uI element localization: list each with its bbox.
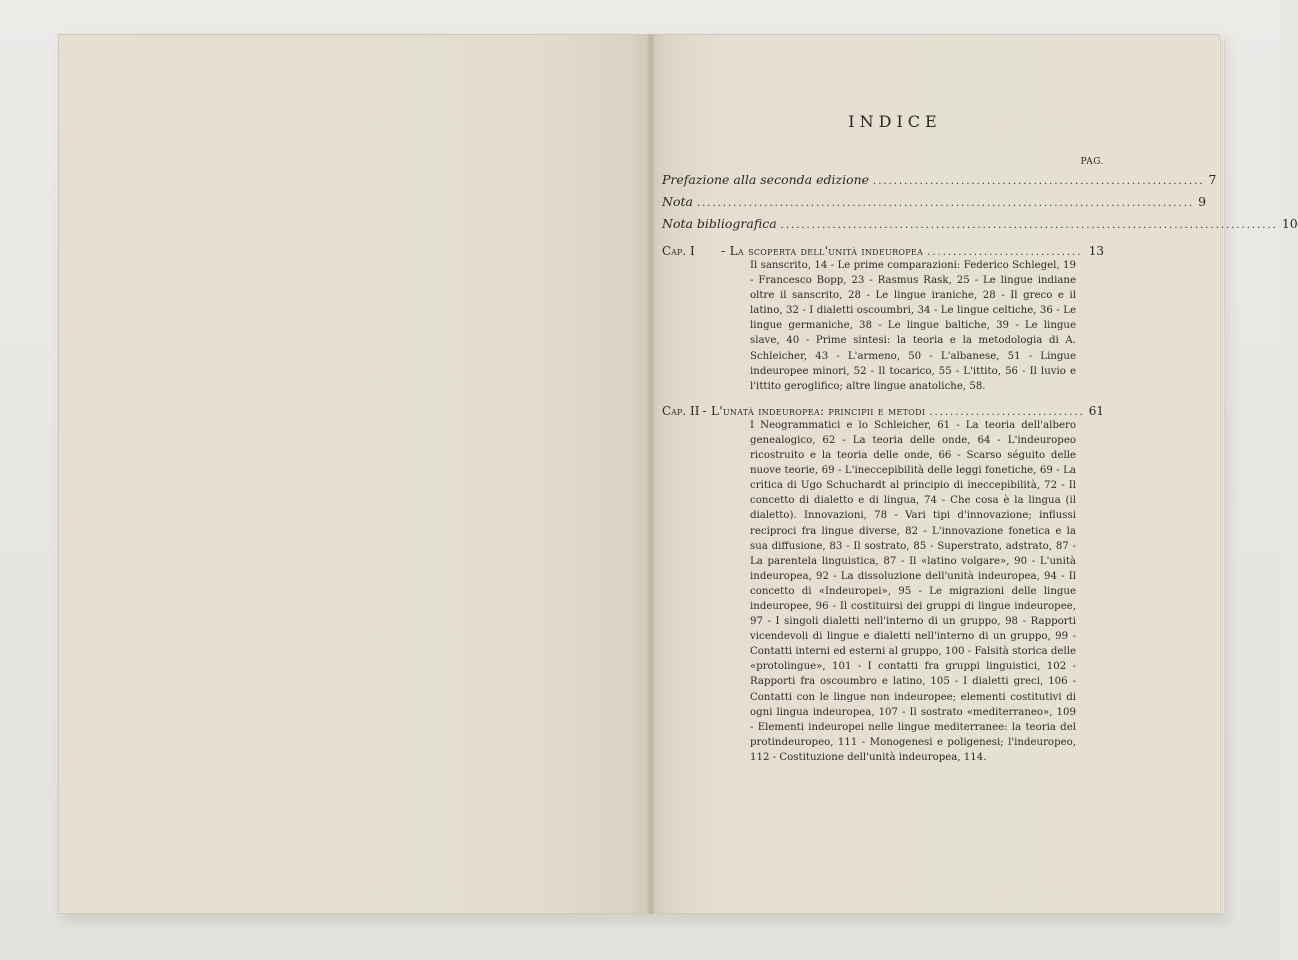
toc-entry-title: Prefazione alla seconda edizione (662, 172, 870, 187)
chapter-page: 61 (1088, 403, 1104, 418)
left-page-blank (58, 34, 650, 914)
table-of-contents (662, 112, 1298, 765)
toc-title: INDICE (848, 112, 942, 131)
chapter-title: - La scoperta dell'unità indeuropea (721, 244, 924, 258)
chapter-title: - L'unatà indeuropea: principii e metodi (702, 403, 926, 418)
toc-entry (662, 216, 1298, 238)
toc-entry-title: Nota (662, 194, 693, 209)
chapter-heading (662, 404, 1104, 418)
leader-dots: .............................. (927, 247, 1083, 258)
chapter-entry (662, 244, 1104, 394)
toc-entry (662, 172, 1217, 194)
toc-entry-title: Nota bibliografica (662, 216, 777, 231)
chapter-entry (662, 404, 1104, 765)
book-gutter (647, 34, 655, 914)
toc-entry-page: 10 (1281, 216, 1298, 231)
page-column-label: PAG. (1080, 157, 1104, 167)
chapter-number: Cap. I (662, 244, 695, 258)
chapter-page: 13 (1088, 244, 1104, 258)
leader-dots: ................................................................................................ (696, 198, 1195, 209)
toc-entry-page: 7 (1208, 172, 1217, 187)
chapter-number: Cap. II (662, 403, 700, 418)
chapter-heading (662, 244, 1104, 258)
leader-dots: .............................. (929, 406, 1085, 418)
leader-dots: ................................................................................................ (780, 220, 1278, 231)
chapter-summary: I Neogrammatici e lo Schleicher, 61 - La teoria dell'albero genealogico, 62 - La teoria delle onde, 64 - L'indeuropeo ricostruito e la teoria delle onde, 66 - Scarso séguito delle nuove teorie, 69 - L'ineccepibilità delle leggi fonetiche, 69 - La critica di Ugo Schuchardt al principio di ineccepibilità, 72 - Il concetto di dialetto e di lingua, 74 - Che cosa è la lingua (il dialetto). Innovazioni, 78 - Vari tipi d'innovazione; influssi reciproci fra lingue diverse, 82 - L'innovazione fonetica e la sua diffusione, 83 - Il sostrato, 85 - Superstrato, adstrato, 87 - La parentela linguistica, 87 - Il «latino volgare», 90 - L'unità indeuropea, 92 - La dissoluzione dell'unità indeuropea, 94 - Il concetto di «Indeuropei», 95 - Le migrazioni delle lingue indeuropee, 96 - Il costituirsi dei gruppi di lingue indeuropee, 97 - I singoli dialetti nell'interno di un gruppo, 98 - Rapporti vicendevoli di lingue e dialetti nell'interno di un gruppo, 99 - Contatti interni ed esterni al gruppo, 100 - Falsità storica delle «protolingue», 101 - I contatti fra gruppi linguistici, 102 - Rapporti fra oscoumbro e latino, 105 - I dialetti greci, 106 - Contatti con le lingue non indeuropee; elementi costitutivi di ogni lingua indeuropea, 107 - Il sostrato «mediterraneo», 109 - Elementi indeuropei nelle lingue mediterranee: la teoria del protindeuropeo, 111 - Monogenesi e poligenesi; l'indeuropeo, 112 - Costituzione dell'unità indeuropea, 114. (750, 419, 1076, 763)
leader-dots: ................................................................ (873, 176, 1205, 187)
toc-entry-page: 9 (1198, 194, 1207, 209)
page-edge (1219, 39, 1225, 913)
toc-entry (662, 194, 1207, 216)
chapter-summary: Il sanscrito, 14 - Le prime comparazioni: Federico Schlegel, 19 - Francesco Bopp, 23 - Rasmus Rask, 25 - Le lingue indiane oltre il sanscrito, 28 - Le lingue iraniche, 28 - Il greco e il latino, 32 - I dialetti oscoumbri, 34 - Le lingue celtiche, 36 - Le lingue germaniche, 38 - Le lingue baltiche, 39 - Le lingue slave, 40 - Prime sintesi: la teoria e la metodologia di A. Schleicher, 43 - L'armeno, 50 - L'albanese, 51 - Lingue indeuropee minori, 52 - Il tocarico, 55 - L'ittito, 56 - Il luvio e l'ittito geroglifico; altre lingue anatoliche, 58. (750, 260, 1076, 392)
